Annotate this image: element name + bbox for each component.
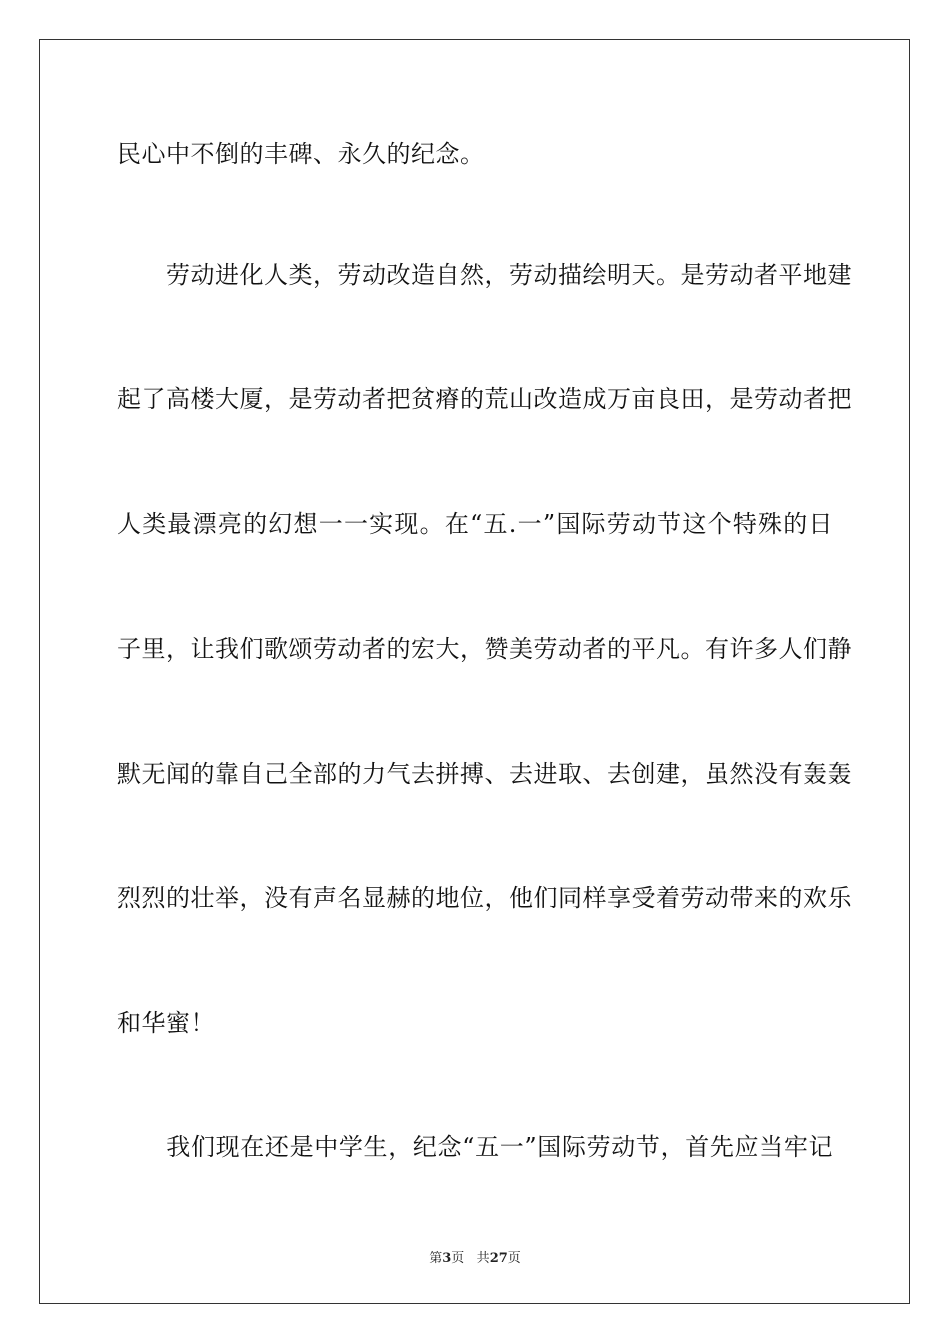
paragraph-line: 默无闻的靠自己全部的力气去拼搏、去进取、去创建，虽然没有轰轰 [117, 760, 852, 788]
page-footer [0, 1247, 950, 1266]
page-frame [39, 39, 910, 1304]
paragraph-line: 子里，让我们歌颂劳动者的宏大，赞美劳动者的平凡。有许多人们静 [117, 635, 852, 663]
paragraph-line: 烈烈的壮举，没有声名显赫的地位，他们同样享受着劳动带来的欢乐 [117, 884, 852, 912]
paragraph-line: 和华蜜！ [117, 1009, 215, 1037]
paragraph-line: 我们现在还是中学生，纪念“五一”国际劳动节，首先应当牢记 [117, 1133, 833, 1161]
current-page-number: 3 [442, 1251, 452, 1266]
footer-page-suffix: 页 [451, 1251, 465, 1266]
footer-total-prefix: 共 [476, 1251, 490, 1266]
footer-prefix: 第 [429, 1251, 443, 1266]
paragraph-line: 起了高楼大厦，是劳动者把贫瘠的荒山改造成万亩良田，是劳动者把 [117, 385, 852, 413]
footer-total-suffix: 页 [507, 1251, 521, 1266]
paragraph-line: 劳动进化人类，劳动改造自然，劳动描绘明天。是劳动者平地建 [117, 261, 852, 289]
paragraph-line: 民心中不倒的丰碑、永久的纪念。 [117, 140, 485, 168]
paragraph-line: 人类最漂亮的幻想一一实现。在“五.一”国际劳动节这个特殊的日 [117, 510, 833, 538]
total-page-count: 27 [489, 1251, 508, 1266]
